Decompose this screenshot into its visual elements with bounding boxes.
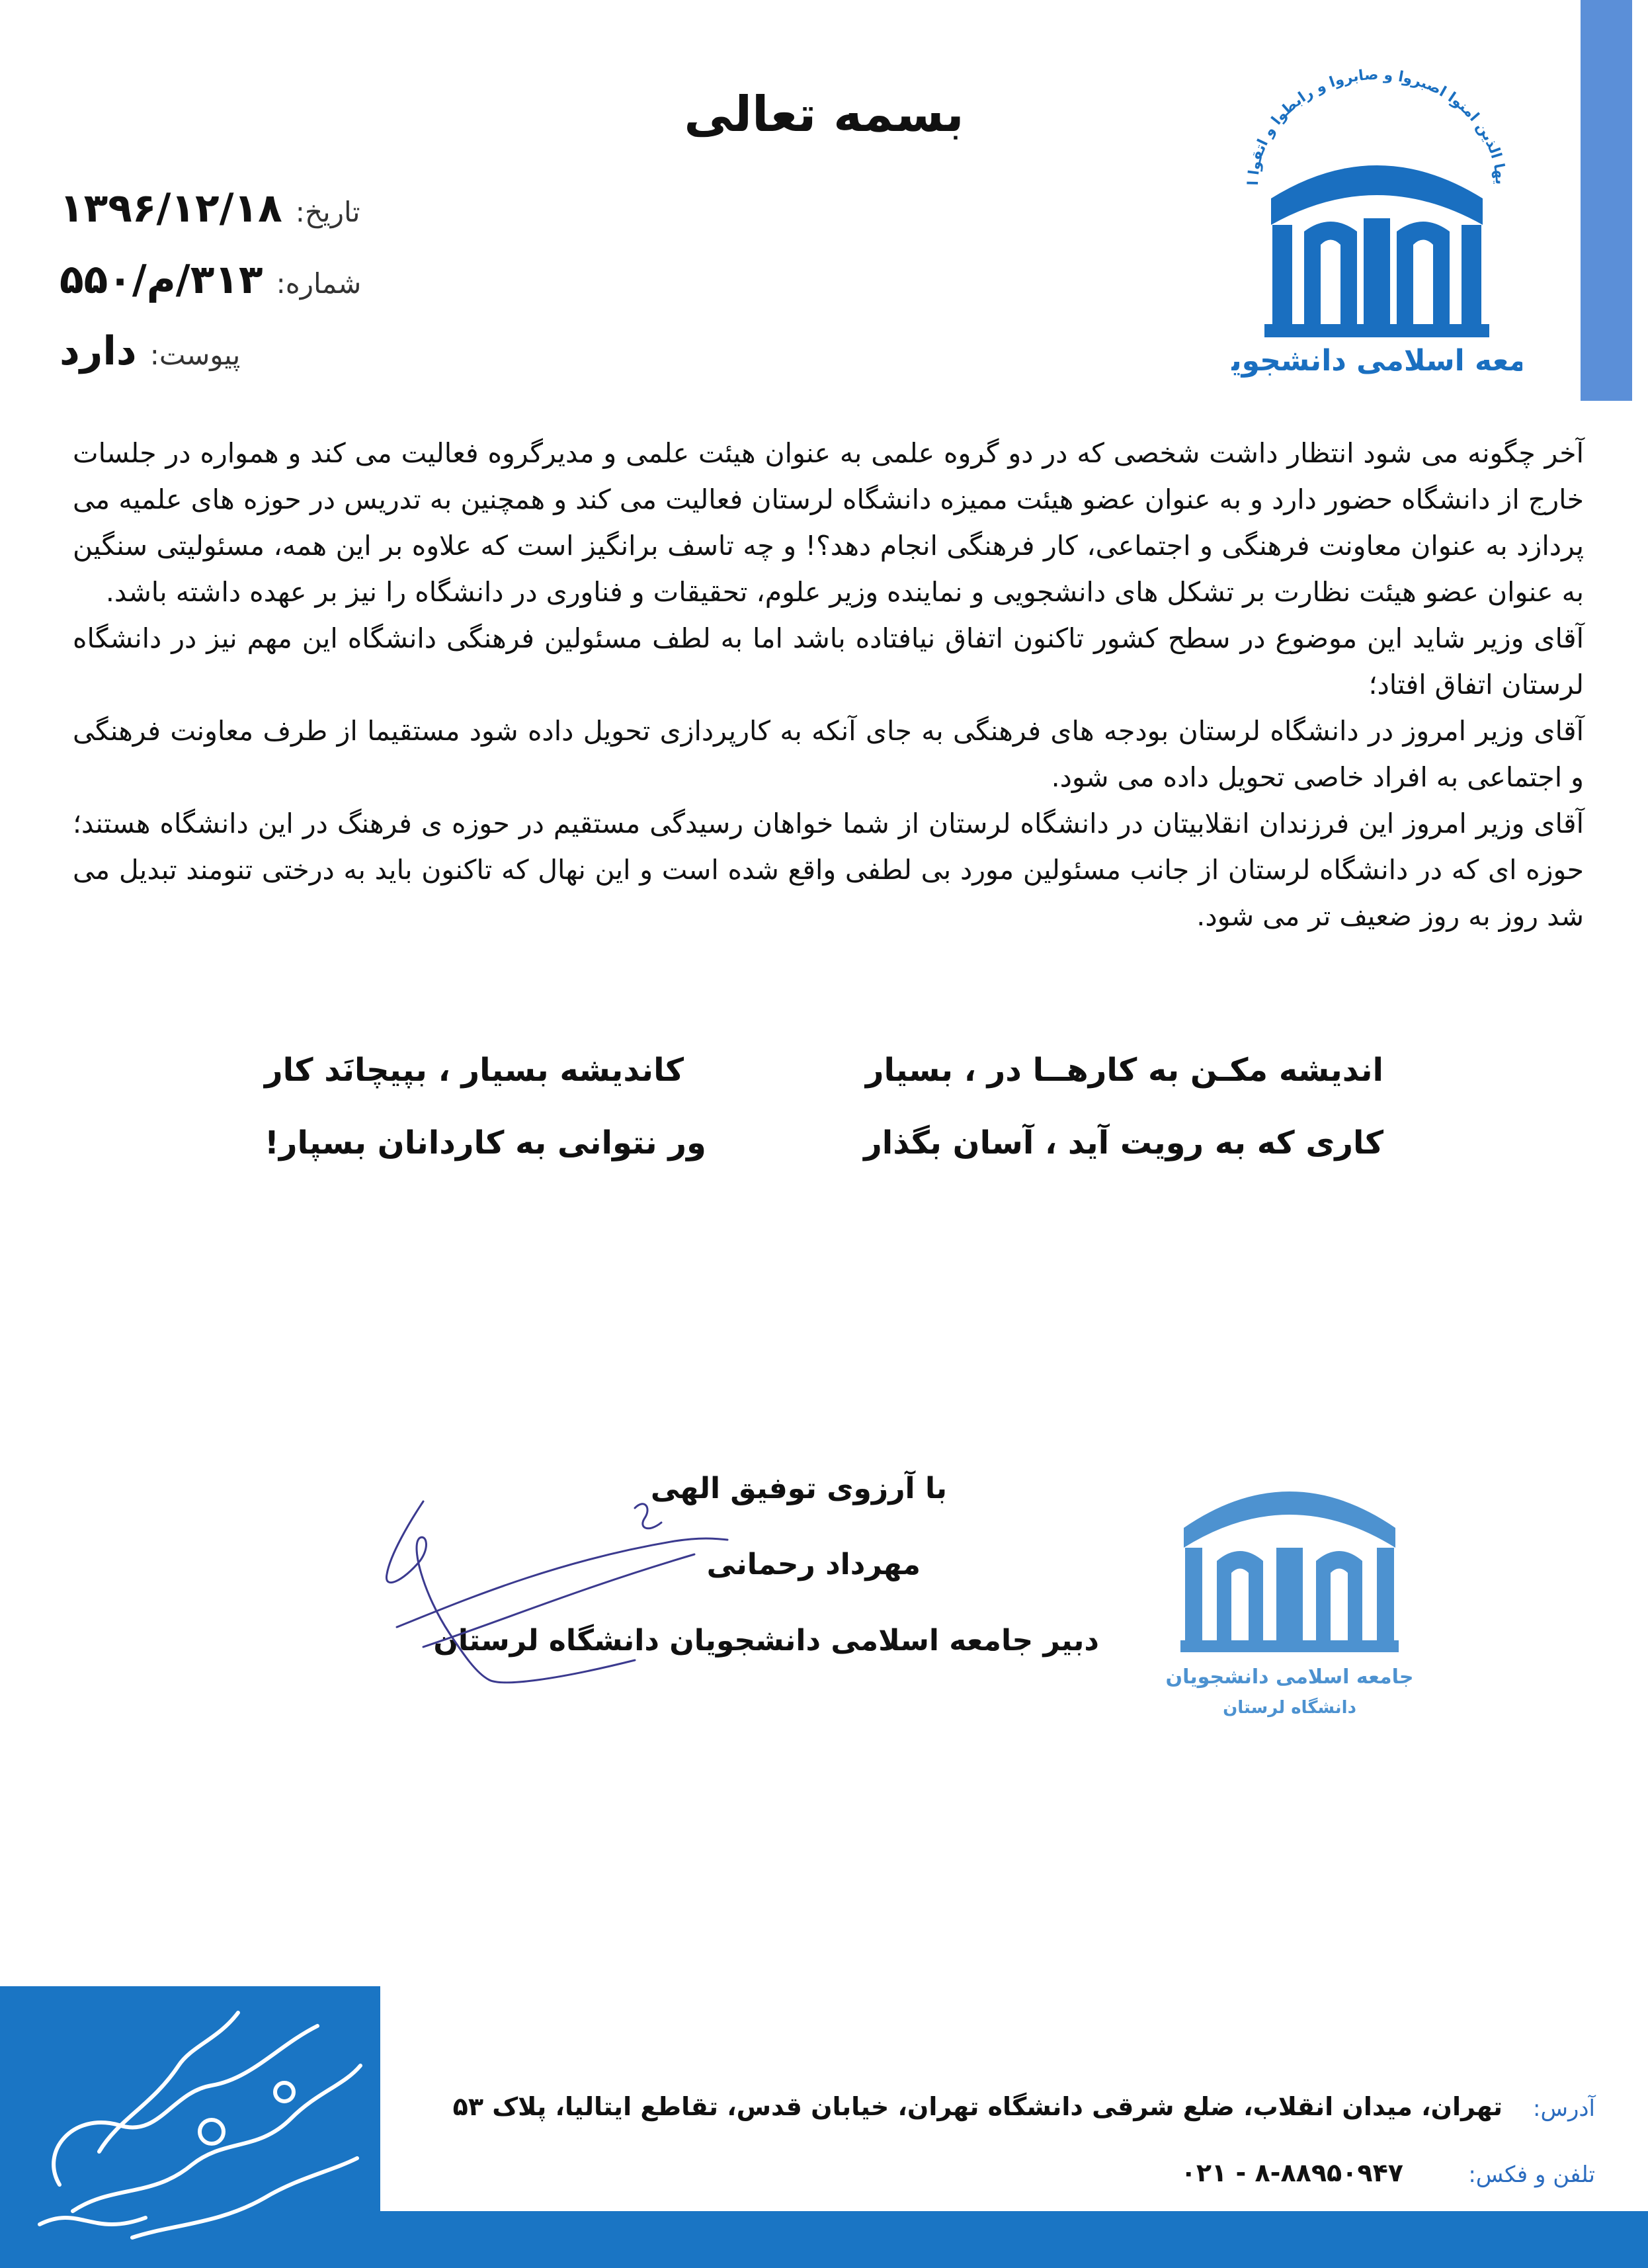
attachment-label: پیوست:	[149, 339, 241, 371]
phone-value: ۰۲۱ - ۸-۸۸۹۵۰۹۴۷	[1180, 2158, 1403, 2187]
poem-line: اندیشه مکـن به کارهــا در ، بسیار	[865, 1052, 1383, 1089]
date-value: ۱۳۹۶/۱۲/۱۸	[60, 185, 282, 231]
stamp-university: دانشگاه لرستان	[1223, 1698, 1356, 1718]
logo-org-name: معه اسلامی دانشجوی	[1231, 344, 1522, 378]
body-paragraph: آقای وزیر امروز این فرزندان انقلابیتان در دانشگاه لرستان از شما خواهان رسیدگی مستقیم در حوزه ی فرهنگ در این دانشگاه هستند؛ حوزه ای که در دانشگاه لرستان از جانب مسئولین مورد بی لطفی واقع شده است و این نهال که تاکنون باید به درختی تنومند تبدیل می شد روز به روز ضعیف تر می شود.	[73, 808, 1584, 932]
poem-line: ور نتوانی به کاردانان بسپار!	[265, 1124, 706, 1161]
poem-line: کاری که به رویت آید ، آسان بگذار	[864, 1124, 1383, 1161]
letter-body	[73, 430, 1584, 939]
logo-arc-text: یها الذین امنوا اصبروا و صابروا و رابطوا و اتقوا ا	[1245, 66, 1509, 186]
body-paragraph: آقای وزیر امروز در دانشگاه لرستان بودجه های فرهنگی به جای آنکه به کارپردازی تحویل داده شود مستقیما از طرف معاونت فرهنگی و اجتماعی به افراد خاصی تحویل داده می شود.	[73, 715, 1584, 793]
number-value: ۳۱۳/م/۵۵۰	[60, 257, 263, 303]
number-label: شماره:	[276, 267, 362, 300]
number-row	[60, 257, 456, 310]
side-accent-strip	[1581, 0, 1632, 401]
signer-name: مهرداد رحمانی	[706, 1548, 921, 1581]
poem-line: کاندیشه بسیار ، بپیچانَد کار	[265, 1052, 684, 1089]
attachment-row	[60, 328, 456, 381]
organization-stamp	[1164, 1455, 1415, 1733]
signer-title: دبیر جامعه اسلامی دانشجویان دانشگاه لرستان	[433, 1624, 1099, 1658]
phone-label: تلفن و فکس:	[1468, 2162, 1595, 2188]
footer-calligraphy-logo	[0, 1986, 380, 2268]
stamp-org-name: جامعه اسلامی دانشجویان	[1165, 1665, 1414, 1689]
page-title: بسمه تعالی	[684, 86, 964, 143]
address-value: تهران، میدان انقلاب، ضلع شرقی دانشگاه تهران، خیابان قدس، تقاطع ایتالیا، پلاک ۵۳	[452, 2092, 1503, 2121]
body-paragraph: آقای وزیر شاید این موضوع در سطح کشور تاکنون اتفاق نیافتاده باشد اما به لطف مسئولین فرهنگی دانشگاه این مهم نیز در دانشگاه لرستان اتفاق افتاد؛	[73, 622, 1584, 700]
body-paragraph: آخر چگونه می شود انتظار داشت شخصی که در دو گروه علمی به عنوان هیئت علمی و مدیرگروه فعالیت می کند و همواره در جلسات خارج از دانشگاه حضور دارد و به عنوان عضو هیئت ممیزه دانشگاه لرستان فعالیت می کند و همچنین به تدریس در حوزه های علمیه می پردازد به عنوان معاونت فرهنگی و اجتماعی، کار فرهنگی انجام دهد؟! و چه تاسف برانگیز است که علاوه بر این همه، مسئولیتی سنگین به عنوان عضو هیئت نظارت بر تشکل های دانشجویی و نماینده وزیر علوم، تحقیقات و فناوری در دانشگاه را نیز بر عهده داشته باشد.	[73, 437, 1584, 608]
address-label: آدرس:	[1533, 2095, 1595, 2122]
date-row	[60, 185, 456, 238]
closing-wish: با آرزوی توفیق الهی	[650, 1472, 947, 1505]
date-label: تاریخ:	[295, 196, 360, 228]
handwritten-signature	[384, 1482, 754, 1706]
attachment-value: دارد	[60, 328, 137, 374]
